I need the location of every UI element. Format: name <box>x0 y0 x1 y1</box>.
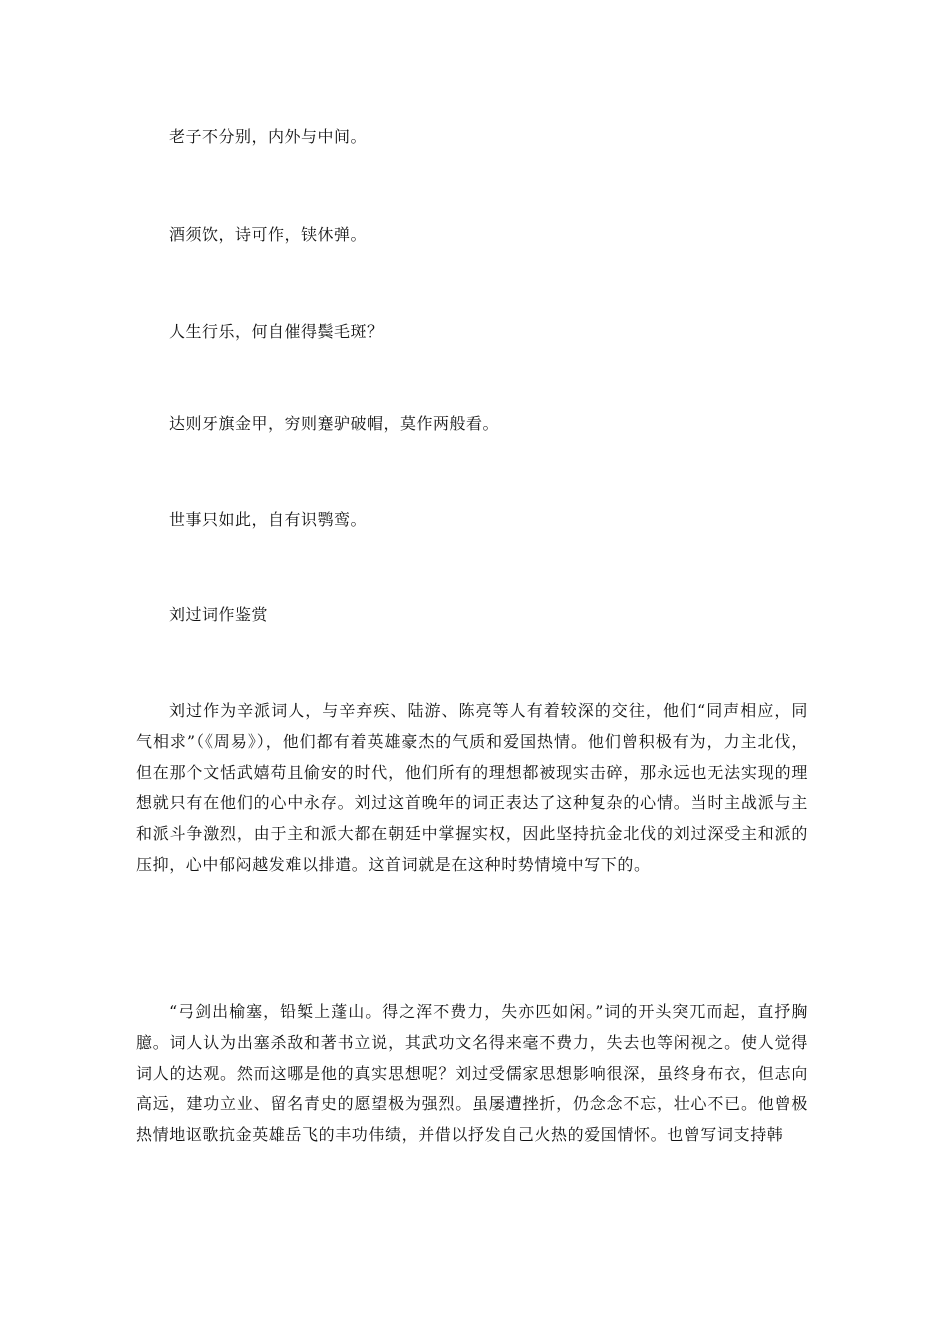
poem-line: 达则牙旗金甲，穷则蹇驴破帽，莫作两般看。 <box>169 414 500 433</box>
poem-line: 世事只如此，自有识鹗鸾。 <box>169 510 368 529</box>
poem-line: 老子不分别，内外与中间。 <box>169 127 368 146</box>
poem-line: 人生行乐，何自催得鬓毛斑？ <box>169 322 384 341</box>
body-paragraph: “弓剑出榆塞，铅椠上蓬山。得之浑不费力，失亦匹如闲。”词的开头突兀而起，直抒胸臆。词人认为出塞杀敌和著书立说，其武功文名得来毫不费力，失去也等闲视之。使人觉得词人的达观。然而这哪是他的真实思想呢？刘过受儒家思想影响很深，虽终身布衣，但志向高远，建功立业、留名青史的愿望极为强烈。虽屡遭挫折，仍念念不忘，壮心不已。他曾极热情地讴歌抗金英雄岳飞的丰功伟绩，并借以抒发自己火热的爱国情怀。也曾写词支持韩 <box>136 1002 808 1145</box>
body-paragraph: 刘过作为辛派词人，与辛弃疾、陆游、陈亮等人有着较深的交往，他们“同声相应，同气相求”（《周易》），他们都有着英雄豪杰的气质和爱国热情。他们曾积极有为，力主北伐，但在那个文恬武嬉苟且偷安的时代，他们所有的理想都被现实击碎，那永远也无法实现的理想就只有在他们的心中永存。刘过这首晚年的词正表达了这种复杂的心情。当时主战派与主和派斗争激烈，由于主和派大都在朝廷中掌握实权，因此坚持抗金北伐的刘过深受主和派的压抑，心中郁闷越发难以排遣。这首词就是在这种时势情境中写下的。 <box>136 701 808 874</box>
section-heading: 刘过词作鉴赏 <box>169 605 269 624</box>
poem-line: 酒须饮，诗可作，铗休弹。 <box>169 225 368 244</box>
